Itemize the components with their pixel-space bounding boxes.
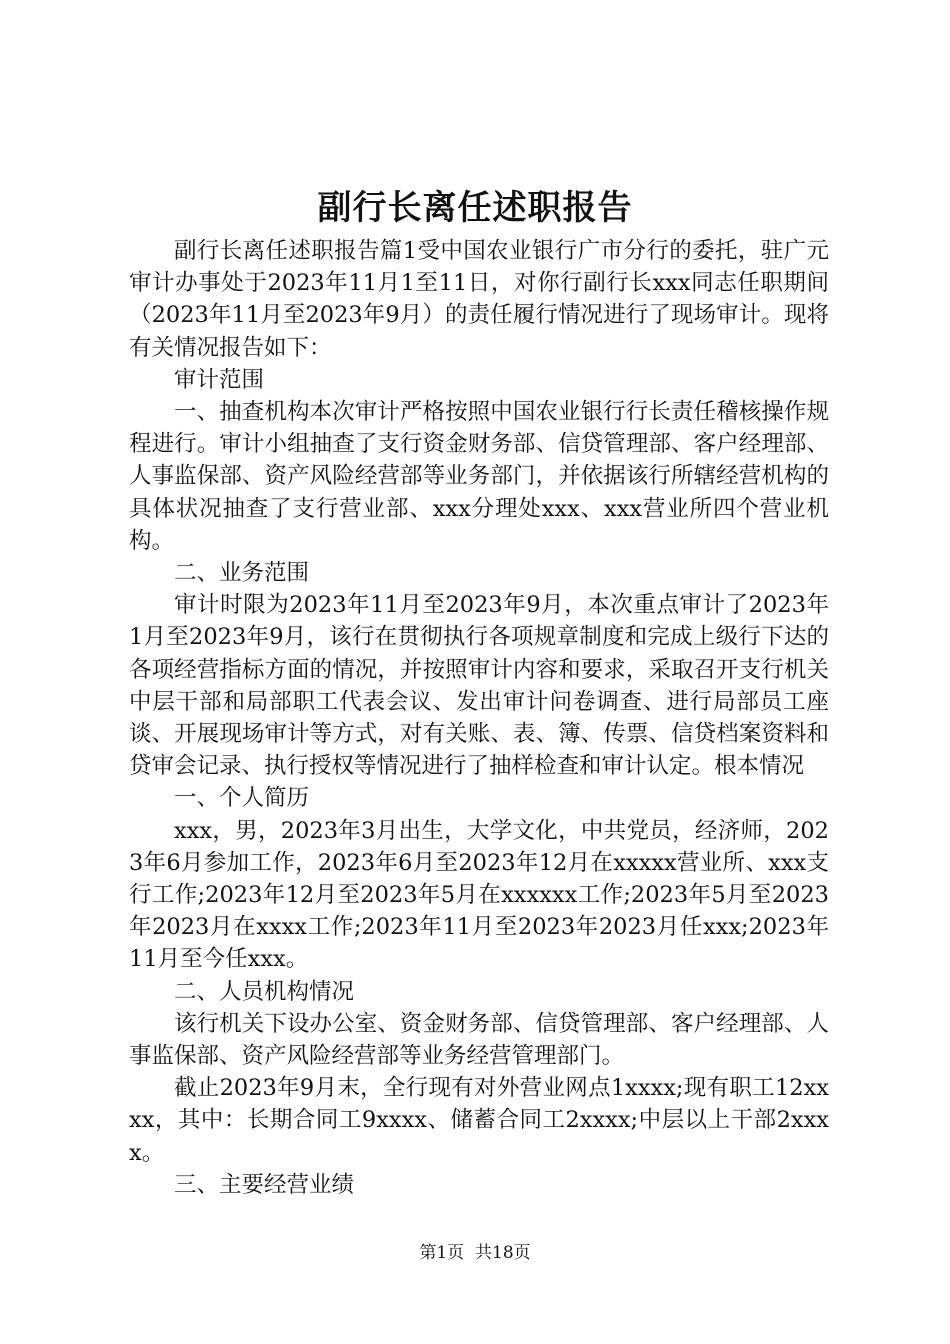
- heading-business-scope: 二、业务范围: [174, 560, 310, 587]
- page-total: 共18页: [475, 1243, 531, 1263]
- footer-separator: [464, 1243, 475, 1263]
- document-title: 副行长离任述职报告: [317, 188, 633, 228]
- heading-staff-structure: 二、人员机构情况: [174, 978, 355, 1005]
- page-number: 第1页: [419, 1243, 465, 1263]
- paragraph-resume: xxx，男，2023年3月出生，大学文化，中共党员，经济师，2023年6月参加工作，2023年6月至2023年12月在xxxxx营业所、xxx支行工作;2023年12月至2023年5月在xxxxxx工作;2023年5月至2023年2023月在xxxx工作;2023年11月至2023年2023月任xxx;2023年11月至今任xxx。: [129, 817, 829, 973]
- heading-main-performance: 三、主要经营业绩: [174, 1171, 355, 1198]
- heading-audit-scope: 审计范围: [174, 366, 265, 393]
- paragraph-intro: 副行长离任述职报告篇1受中国农业银行广市分行的委托，驻广元审计办事处于2023年11月1至11日，对你行副行长xxx同志任职期间（2023年11月至2023年9月）的责任履行情况进行了现场审计。现将有关情况报告如下：: [129, 238, 829, 361]
- paragraph-sampled-institutions: 一、抽查机构本次审计严格按照中国农业银行行长责任稽核操作规程进行。审计小组抽查了支行资金财务部、信贷管理部、客户经理部、人事监保部、资产风险经营部等业务部门，并依据该行所辖经营机构的具体状况抽查了支行营业部、xxx分理处xxx、xxx营业所四个营业机构。: [129, 399, 829, 554]
- paragraph-audit-period: 审计时限为2023年11月至2023年9月，本次重点审计了2023年1月至2023年9月，该行在贯彻执行各项规章制度和完成上级行下达的各项经营指标方面的情况，并按照审计内容和要求，采取召开支行机关中层干部和局部职工代表会议、发出审计问卷调查、进行局部员工座谈、开展现场审计等方式，对有关账、表、簿、传票、信贷档案资料和贷审会记录、执行授权等情况进行了抽样检查和审计认定。根本情况: [129, 592, 829, 780]
- document-body: [129, 235, 829, 1201]
- page-footer: [0, 1242, 950, 1264]
- paragraph-staff-counts: 截止2023年9月末，全行现有对外营业网点1xxxx;现有职工12xxxx，其中：长期合同工9xxxx、储蓄合同工2xxxx;中层以上干部2xxxx。: [129, 1075, 829, 1166]
- paragraph-departments: 该行机关下设办公室、资金财务部、信贷管理部、客户经理部、人事监保部、资产风险经营部等业务经营管理部门。: [129, 1010, 829, 1070]
- heading-personal-resume: 一、个人简历: [174, 785, 310, 812]
